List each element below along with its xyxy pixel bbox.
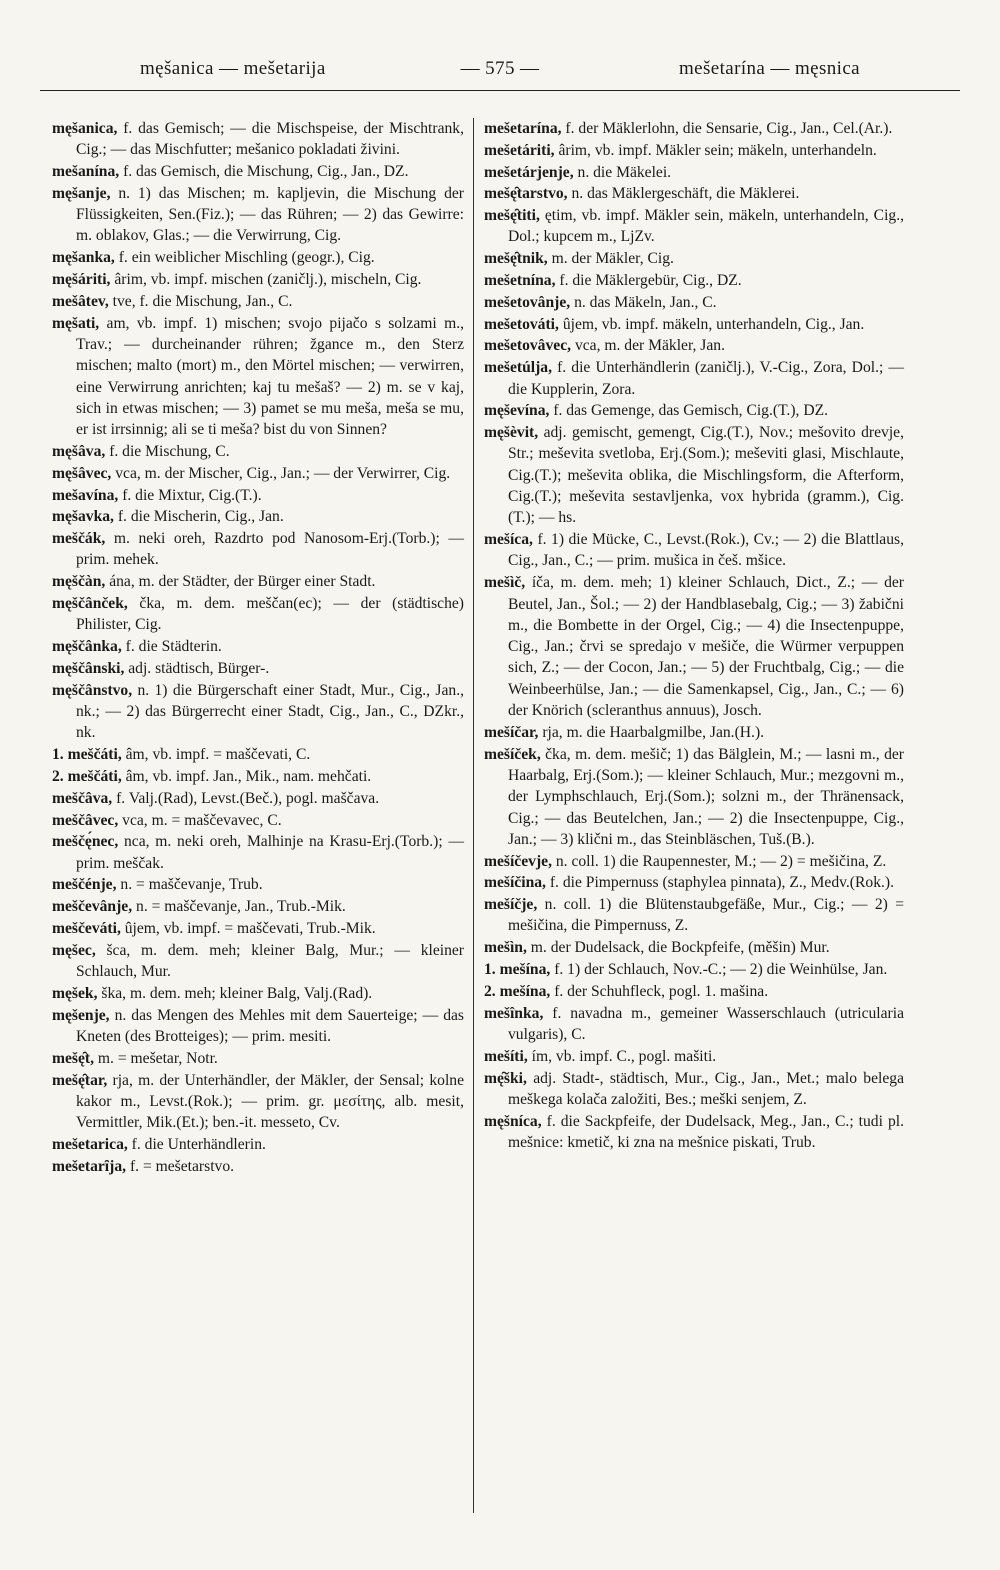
dictionary-entry (484, 722, 904, 743)
definition: n. coll. 1) die Blütenstaubgefäße, Mur., Cig.; — 2) = mešičina, die Pimpernuss, Z. (508, 896, 904, 935)
definition: n. = maščevanje, Trub. (120, 876, 263, 894)
headword: męšáriti, (52, 271, 111, 289)
headword: męšanka, (52, 249, 115, 267)
headword: mešìč, (484, 574, 526, 592)
definition: čka, m. dem. meščan(ec); — der (städtische) Philister, Cig. (76, 595, 465, 634)
headword: męšanje, (52, 184, 111, 202)
headword: meščâva, (52, 789, 113, 807)
definition: ána, m. der Städter, der Bürger einer Stadt. (109, 573, 376, 591)
headword: 1. meščáti, (52, 746, 122, 764)
definition: ím, vb. impf. C., pogl. mašiti. (531, 1047, 717, 1065)
headword: męščânski, (52, 659, 125, 677)
definition: n. das Mengen des Mehles mit dem Sauerteige; — das Kneten (des Brotteiges); — prim. mesiti. (76, 1006, 464, 1045)
dictionary-entry (484, 118, 904, 139)
dictionary-entry (484, 335, 904, 356)
definition: rja, m. der Unterhändler, der Mäkler, der Sensal; kolne kakor m., Levst.(Rok.); — prim. gr. μεσίτης, alb. mesit, Vermittler, Mik.(Et.); ben.-it. messeto, Cv. (76, 1071, 464, 1132)
dictionary-entry (52, 636, 464, 657)
definition: nca, m. neki oreh, Malhinje na Krasu-Erj.(Torb.); — prim. meščak. (76, 833, 464, 872)
headword: mešíček, (484, 745, 541, 763)
dictionary-entry (484, 162, 904, 183)
definition: f. = mešetarstvo. (129, 1157, 235, 1175)
headword: mešetováti, (484, 315, 559, 333)
headword: mešetáriti, (484, 141, 555, 159)
definition: m. = mešetar, Notr. (97, 1049, 218, 1067)
headword: mešìn, (484, 939, 527, 957)
dictionary-entry (52, 593, 464, 636)
dictionary-entry (52, 247, 464, 268)
header-left-guide-words: męšanica — mešetarija (140, 58, 326, 79)
dictionary-entry (484, 422, 904, 528)
definition: vca, m. der Mischer, Cig., Jan.; — der Verwirrer, Cig. (115, 464, 451, 482)
headword: mešetarȋja, (52, 1157, 127, 1175)
headword: mešíca, (484, 531, 533, 549)
dictionary-entry (52, 441, 464, 462)
definition: f. die Mischung, C. (109, 442, 230, 460)
definition: rja, m. die Haarbalgmilbe, Jan.(H.). (542, 723, 765, 741)
dictionary-entry (52, 1156, 464, 1177)
headword: 2. meščáti, (52, 767, 122, 785)
headword: męšati, (52, 314, 100, 332)
left-column (52, 118, 464, 1178)
definition: f. 1) die Mücke, C., Levst.(Rok.), Cv.; — 2) die Blattlaus, Cig., Jan., C.; — prim. mušica in češ. mšice. (508, 531, 904, 570)
dictionary-entry (52, 940, 464, 983)
headword: męšèvit, (484, 424, 539, 442)
definition: m. der Dudelsack, die Bockpfeife, (měšin) Mur. (530, 939, 830, 957)
dictionary-entry (484, 183, 904, 204)
dictionary-entry (484, 572, 904, 721)
definition: ška, m. dem. meh; kleiner Balg, Valj.(Rad). (101, 984, 373, 1002)
headword: męščânček, (52, 595, 128, 613)
dictionary-entry (52, 658, 464, 679)
dictionary-entry (484, 400, 904, 421)
headword: mešíčevje, (484, 852, 552, 870)
definition: f. die Pimpernuss (staphylea pinnata), Z., Medv.(Rok.). (549, 874, 894, 892)
definition: n. das Mäklergeschäft, die Mäklerei. (571, 185, 800, 203)
dictionary-entry (484, 1046, 904, 1067)
headword: meščák, (52, 530, 106, 548)
definition: n. das Mäkeln, Jan., C. (574, 293, 717, 311)
headword: meščeváti, (52, 919, 121, 937)
headword: mešetnína, (484, 272, 556, 290)
headword: meščę́nec, (52, 833, 119, 851)
dictionary-entry (52, 313, 464, 441)
definition: n. 1) die Bürgerschaft einer Stadt, Mur., Cig., Jan., nk.; — 2) das Bürgerrecht einer Stadt, Cig., Jan., C., DZkr., nk. (76, 681, 464, 742)
definition: m. der Mäkler, Cig. (551, 250, 674, 268)
definition: f. die Mäklergebür, Cig., DZ. (559, 272, 742, 290)
headword: meščénje, (52, 876, 117, 894)
dictionary-entry (52, 463, 464, 484)
definition: f. navadna m., gemeiner Wasserschlauch (utricularia vulgaris), C. (508, 1004, 904, 1043)
headword: męščânstvo, (52, 681, 133, 699)
dictionary-entry (484, 1111, 904, 1154)
dictionary-entry (52, 766, 464, 787)
dictionary-entry (52, 831, 464, 874)
dictionary-entry (484, 937, 904, 958)
dictionary-entry (52, 1134, 464, 1155)
dictionary-entry (52, 506, 464, 527)
headword: mešę̑titi, (484, 207, 540, 225)
definition: âm, vb. impf. = maščevati, C. (125, 746, 311, 764)
headword: męšâva, (52, 442, 106, 460)
headword: męšníca, (484, 1112, 542, 1130)
definition: ûjem, vb. impf. mäkeln, unterhandeln, Cig., Jan. (562, 315, 865, 333)
headword: mešetúlja, (484, 359, 552, 377)
definition: f. das Gemenge, das Gemisch, Cig.(T.), DZ. (553, 402, 829, 420)
headword: mešetovânje, (484, 293, 571, 311)
headword: mešíčar, (484, 723, 539, 741)
definition: ętim, vb. impf. Mäkler sein, mäkeln, unterhandeln, Cig., Dol.; kupcem m., LjZv. (508, 207, 904, 246)
dictionary-entry (52, 918, 464, 939)
dictionary-entry (52, 269, 464, 290)
dictionary-entry (52, 983, 464, 1004)
dictionary-entry (484, 270, 904, 291)
dictionary-entry (484, 894, 904, 937)
dictionary-entry (484, 140, 904, 161)
dictionary-entry (52, 810, 464, 831)
dictionary-entry (52, 183, 464, 247)
headword: mešę̑tarstvo, (484, 185, 568, 203)
dictionary-entry (484, 314, 904, 335)
definition: tve, f. die Mischung, Jan., C. (112, 292, 293, 310)
definition: f. 1) der Schlauch, Nov.-C.; — 2) die Weinhülse, Jan. (554, 961, 888, 979)
headword: męščânka, (52, 638, 122, 656)
headword: męšec, (52, 941, 96, 959)
definition: am, vb. impf. 1) mischen; svojo pijačo s solzami m., Trav.; — durcheinander rühren; žgance m., den Sterz mischen; malto (mort) m., den Mörtel mischen; — verwirren, eine Verwirrung anrichten; kaj tu mešaš? — 2) m. se v kaj, sich in etwas mischen; — 3) pamet se mu meša, meša se mu, er ist irrsinnig; ali se ti meša? bist du von Sinnen? (76, 314, 464, 439)
definition: ârim, vb. impf. Mäkler sein; mäkeln, unterhandeln. (558, 141, 877, 159)
definition: adj. städtisch, Bürger-. (128, 659, 270, 677)
dictionary-entry (52, 1005, 464, 1048)
headword: mešíčje, (484, 896, 538, 914)
headword: mešavína, (52, 486, 119, 504)
dictionary-entry (484, 1003, 904, 1046)
definition: šca, m. dem. meh; kleiner Balg, Mur.; — kleiner Schlauch, Mur. (76, 941, 464, 981)
headword: mešę̑t, (52, 1049, 94, 1067)
headword: mešanína, (52, 163, 120, 181)
headword: męšavka, (52, 508, 114, 526)
dictionary-entry (52, 744, 464, 765)
header-rule (40, 90, 960, 91)
headword: mešetovâvec, (484, 337, 572, 355)
definition: f. der Schuhfleck, pogl. 1. mašina. (554, 982, 769, 1000)
headword: męšek, (52, 984, 98, 1002)
definition: f. das Gemisch; — die Mischspeise, der Mischtrank, Cig.; — das Mischfutter; mešanico pokladati živini. (76, 120, 464, 159)
definition: ûjem, vb. impf. = maščevati, Trub.-Mik. (124, 919, 376, 937)
definition: n. die Mäkelei. (577, 163, 672, 181)
dictionary-entry (484, 744, 904, 850)
headword: mešînka, (484, 1004, 544, 1022)
dictionary-entry (52, 680, 464, 744)
dictionary-entry (52, 571, 464, 592)
headword: meščevânje, (52, 898, 133, 916)
dictionary-entry (52, 161, 464, 182)
right-column (484, 118, 904, 1154)
definition: f. ein weiblicher Mischling (geogr.), Cig. (118, 249, 375, 267)
headword: meščâvec, (52, 811, 119, 829)
headword: męšenje, (52, 1006, 110, 1024)
dictionary-entry (484, 357, 904, 400)
dictionary-entry (52, 528, 464, 571)
dictionary-entry (52, 1070, 464, 1134)
dictionary-entry (484, 981, 904, 1002)
definition: f. das Gemisch, die Mischung, Cig., Jan., DZ. (123, 163, 409, 181)
dictionary-entry (52, 485, 464, 506)
definition: f. die Sackpfeife, der Dudelsack, Meg., Jan., C.; tudi pl. mešnice: kmetič, ki zna na mešnice piskati, Trub. (508, 1112, 904, 1151)
definition: f. die Unterhändlerin. (131, 1135, 266, 1153)
definition: vca, m. der Mäkler, Jan. (574, 337, 725, 355)
running-header (60, 58, 940, 80)
dictionary-entry (484, 851, 904, 872)
dictionary-entry (484, 292, 904, 313)
page-number: — 575 — (460, 58, 540, 79)
headword: 2. mešína, (484, 982, 551, 1000)
definition: n. = maščevanje, Jan., Trub.-Mik. (136, 898, 346, 916)
dictionary-entry (52, 896, 464, 917)
definition: ârim, vb. impf. mischen (zaničlj.), mischeln, Cig. (114, 271, 422, 289)
definition: f. Valj.(Rad), Levst.(Beč.), pogl. maščava. (116, 789, 380, 807)
definition: čka, m. dem. mešič; 1) das Bälglein, M.; — lasni m., der Haarbalg, Erj.(Som.); — kleiner Schlauch, Mur.; mezgovni m., der Lymphschlauch, Erj.(Som.); solzni m., der Thränensack, Cig.; — das Beutelchen, Jan.; — 2) die Insectenpuppe, Cig., Jan.; — 3) klični m., das Steinbläschen, Tuš.(B.). (508, 745, 904, 848)
headword: męšâvec, (52, 464, 112, 482)
headword: mešetarica, (52, 1135, 128, 1153)
definition: f. die Mixtur, Cig.(T.). (122, 486, 262, 504)
headword: mešetárjenje, (484, 163, 574, 181)
headword: mešâtev, (52, 292, 109, 310)
headword: mešíčina, (484, 874, 546, 892)
definition: n. coll. 1) die Raupennester, M.; — 2) = mešičina, Z. (555, 852, 887, 870)
column-divider (473, 118, 474, 1513)
dictionary-entry (52, 1048, 464, 1069)
definition: âm, vb. impf. Jan., Mik., nam. mehčati. (125, 767, 372, 785)
dictionary-entry (52, 788, 464, 809)
dictionary-entry (52, 291, 464, 312)
definition: adj. Stadt-, städtisch, Mur., Cig., Jan., Met.; malo belega meškega kolača založiti, Bes.; meški senjem, Z. (508, 1069, 904, 1108)
dictionary-entry (484, 529, 904, 572)
definition: n. 1) das Mischen; m. kapljevin, die Mischung der Flüssigkeiten, Sen.(Fiz.); — das Rühren; — 2) das Gewirre: m. oblakov, Glas.; — die Verwirrung, Cig. (76, 184, 464, 245)
dictionary-entry (484, 205, 904, 248)
dictionary-entry (484, 1068, 904, 1111)
definition: f. die Unterhändlerin (zaničlj.), V.-Cig., Zora, Dol.; — die Kupplerin, Zora. (508, 359, 904, 398)
headword: mę̑ški, (484, 1069, 527, 1087)
dictionary-entry (52, 118, 464, 161)
definition: f. die Mischerin, Cig., Jan. (117, 508, 284, 526)
dictionary-entry (484, 959, 904, 980)
headword: mešetarína, (484, 120, 562, 137)
definition: adj. gemischt, gemengt, Cig.(T.), Nov.; mešovito drevje, Str.; meševita svetloba, Erj.(Som.); meševiti glasi, Mischlaute, Cig.(T.); meševita oblika, die Mischlingsform, die Afterform, Cig.(T.); meševita sestavljenka, vox hybrida (gramm.), Cig.(T.); — hs. (508, 424, 904, 527)
headword: mešę̑tar, (52, 1071, 108, 1089)
headword: męševína, (484, 402, 550, 420)
dictionary-entry (52, 874, 464, 895)
definition: m. neki oreh, Razdrto pod Nanosom-Erj.(Torb.); — prim. mehek. (76, 530, 464, 569)
definition: f. der Mäklerlohn, die Sensarie, Cig., Jan., Cel.(Ar.). (565, 120, 893, 137)
dictionary-entry (484, 872, 904, 893)
definition: vca, m. = maščevavec, C. (122, 811, 282, 829)
headword: męščàn, (52, 573, 106, 591)
headword: męšanica, (52, 120, 118, 137)
definition: íča, m. dem. meh; 1) kleiner Schlauch, Dict., Z.; — der Beutel, Jan., Šol.; — 2) der Handblasebalg, Cig.; — 3) žabični m., die Bombette in der Orgel, Cig.; — 4) die Insectenpuppe, Cig., Jan.; črvi se spredajo v mešiče, die Würmer verpuppen sich, Z.; — der Cocon, Jan.; — 5) der Fruchtbalg, Cig.; — die Weinbeerhülse, Jan.; — die Samenkapsel, Cig., Jan., C.; — 6) der Knörich (scleranthus annuus), Josch. (508, 574, 904, 720)
dictionary-entry (484, 248, 904, 269)
headword: mešę̑tnik, (484, 250, 548, 268)
header-right-guide-words: mešetarína — męsnica (678, 58, 860, 79)
headword: mešíti, (484, 1047, 528, 1065)
headword: 1. mešína, (484, 961, 551, 979)
definition: f. die Städterin. (125, 638, 222, 656)
